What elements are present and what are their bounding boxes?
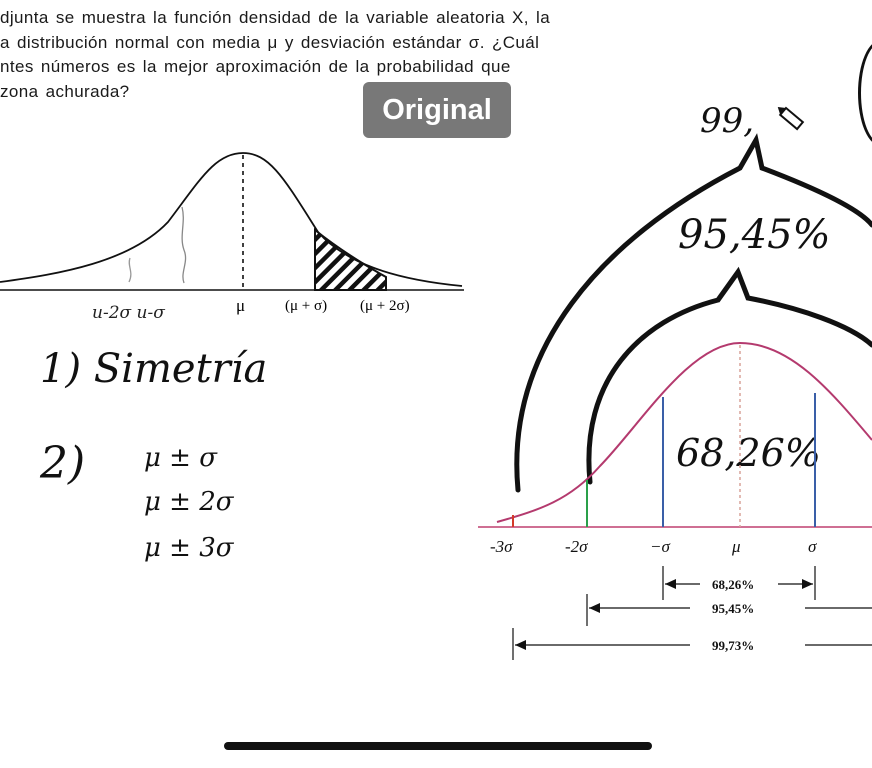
pct-99-text: 99, (700, 101, 755, 141)
label-mu-plus-sigma: (μ + σ) (285, 298, 328, 314)
problem-line: zona achurada? (0, 81, 130, 101)
pencil-tool-icon[interactable] (775, 104, 803, 130)
tick-mu: μ (732, 537, 741, 556)
problem-line: a distribución normal con media μ y desviación estándar σ. ¿Cuál (0, 32, 540, 52)
interval-95-label: 95,45% (712, 601, 755, 616)
tick-minus-3sigma: -3σ (490, 537, 513, 556)
problem-line: ntes números es la mejor aproximación de la probabilidad que (0, 57, 511, 76)
arrowhead (665, 579, 676, 589)
arrowhead (589, 603, 600, 613)
handwritten-axis-notes: u-2σ u-σ (92, 303, 165, 323)
right-normal-figure (478, 343, 872, 660)
label-mu-plus-2sigma: (μ + 2σ) (360, 298, 410, 314)
label-mu: μ (236, 296, 246, 315)
interval-99-label: 99,73% (712, 638, 755, 653)
left-density-curve (0, 153, 462, 286)
left-normal-figure (0, 153, 464, 323)
tick-sigma: σ (808, 537, 817, 556)
pct-95-text: 95,45% (678, 212, 831, 258)
home-indicator-bar[interactable] (224, 742, 652, 750)
arrowhead (515, 640, 526, 650)
step-1-text: 1) Simetría (40, 346, 268, 392)
handwritten-percentages (676, 101, 831, 475)
tick-minus-2sigma: -2σ (565, 537, 588, 556)
problem-line: djunta se muestra la función densidad de la variable aleatoria X, la (0, 8, 551, 27)
original-toggle-button[interactable]: Original (363, 82, 511, 138)
step-2-line-1: μ ± σ (144, 443, 217, 473)
step-2-number: 2) (40, 438, 86, 489)
arrowhead (802, 579, 813, 589)
pencil-mark-left-2 (129, 258, 131, 282)
handwritten-steps (39, 346, 267, 563)
tick-minus-sigma: −σ (650, 537, 670, 556)
interval-68-label: 68,26% (712, 577, 755, 592)
pencil-mark-left (182, 207, 186, 283)
step-2-line-2: μ ± 2σ (144, 487, 234, 517)
step-2-line-3: μ ± 3σ (144, 533, 234, 563)
pct-68-text: 68,26% (676, 431, 821, 475)
